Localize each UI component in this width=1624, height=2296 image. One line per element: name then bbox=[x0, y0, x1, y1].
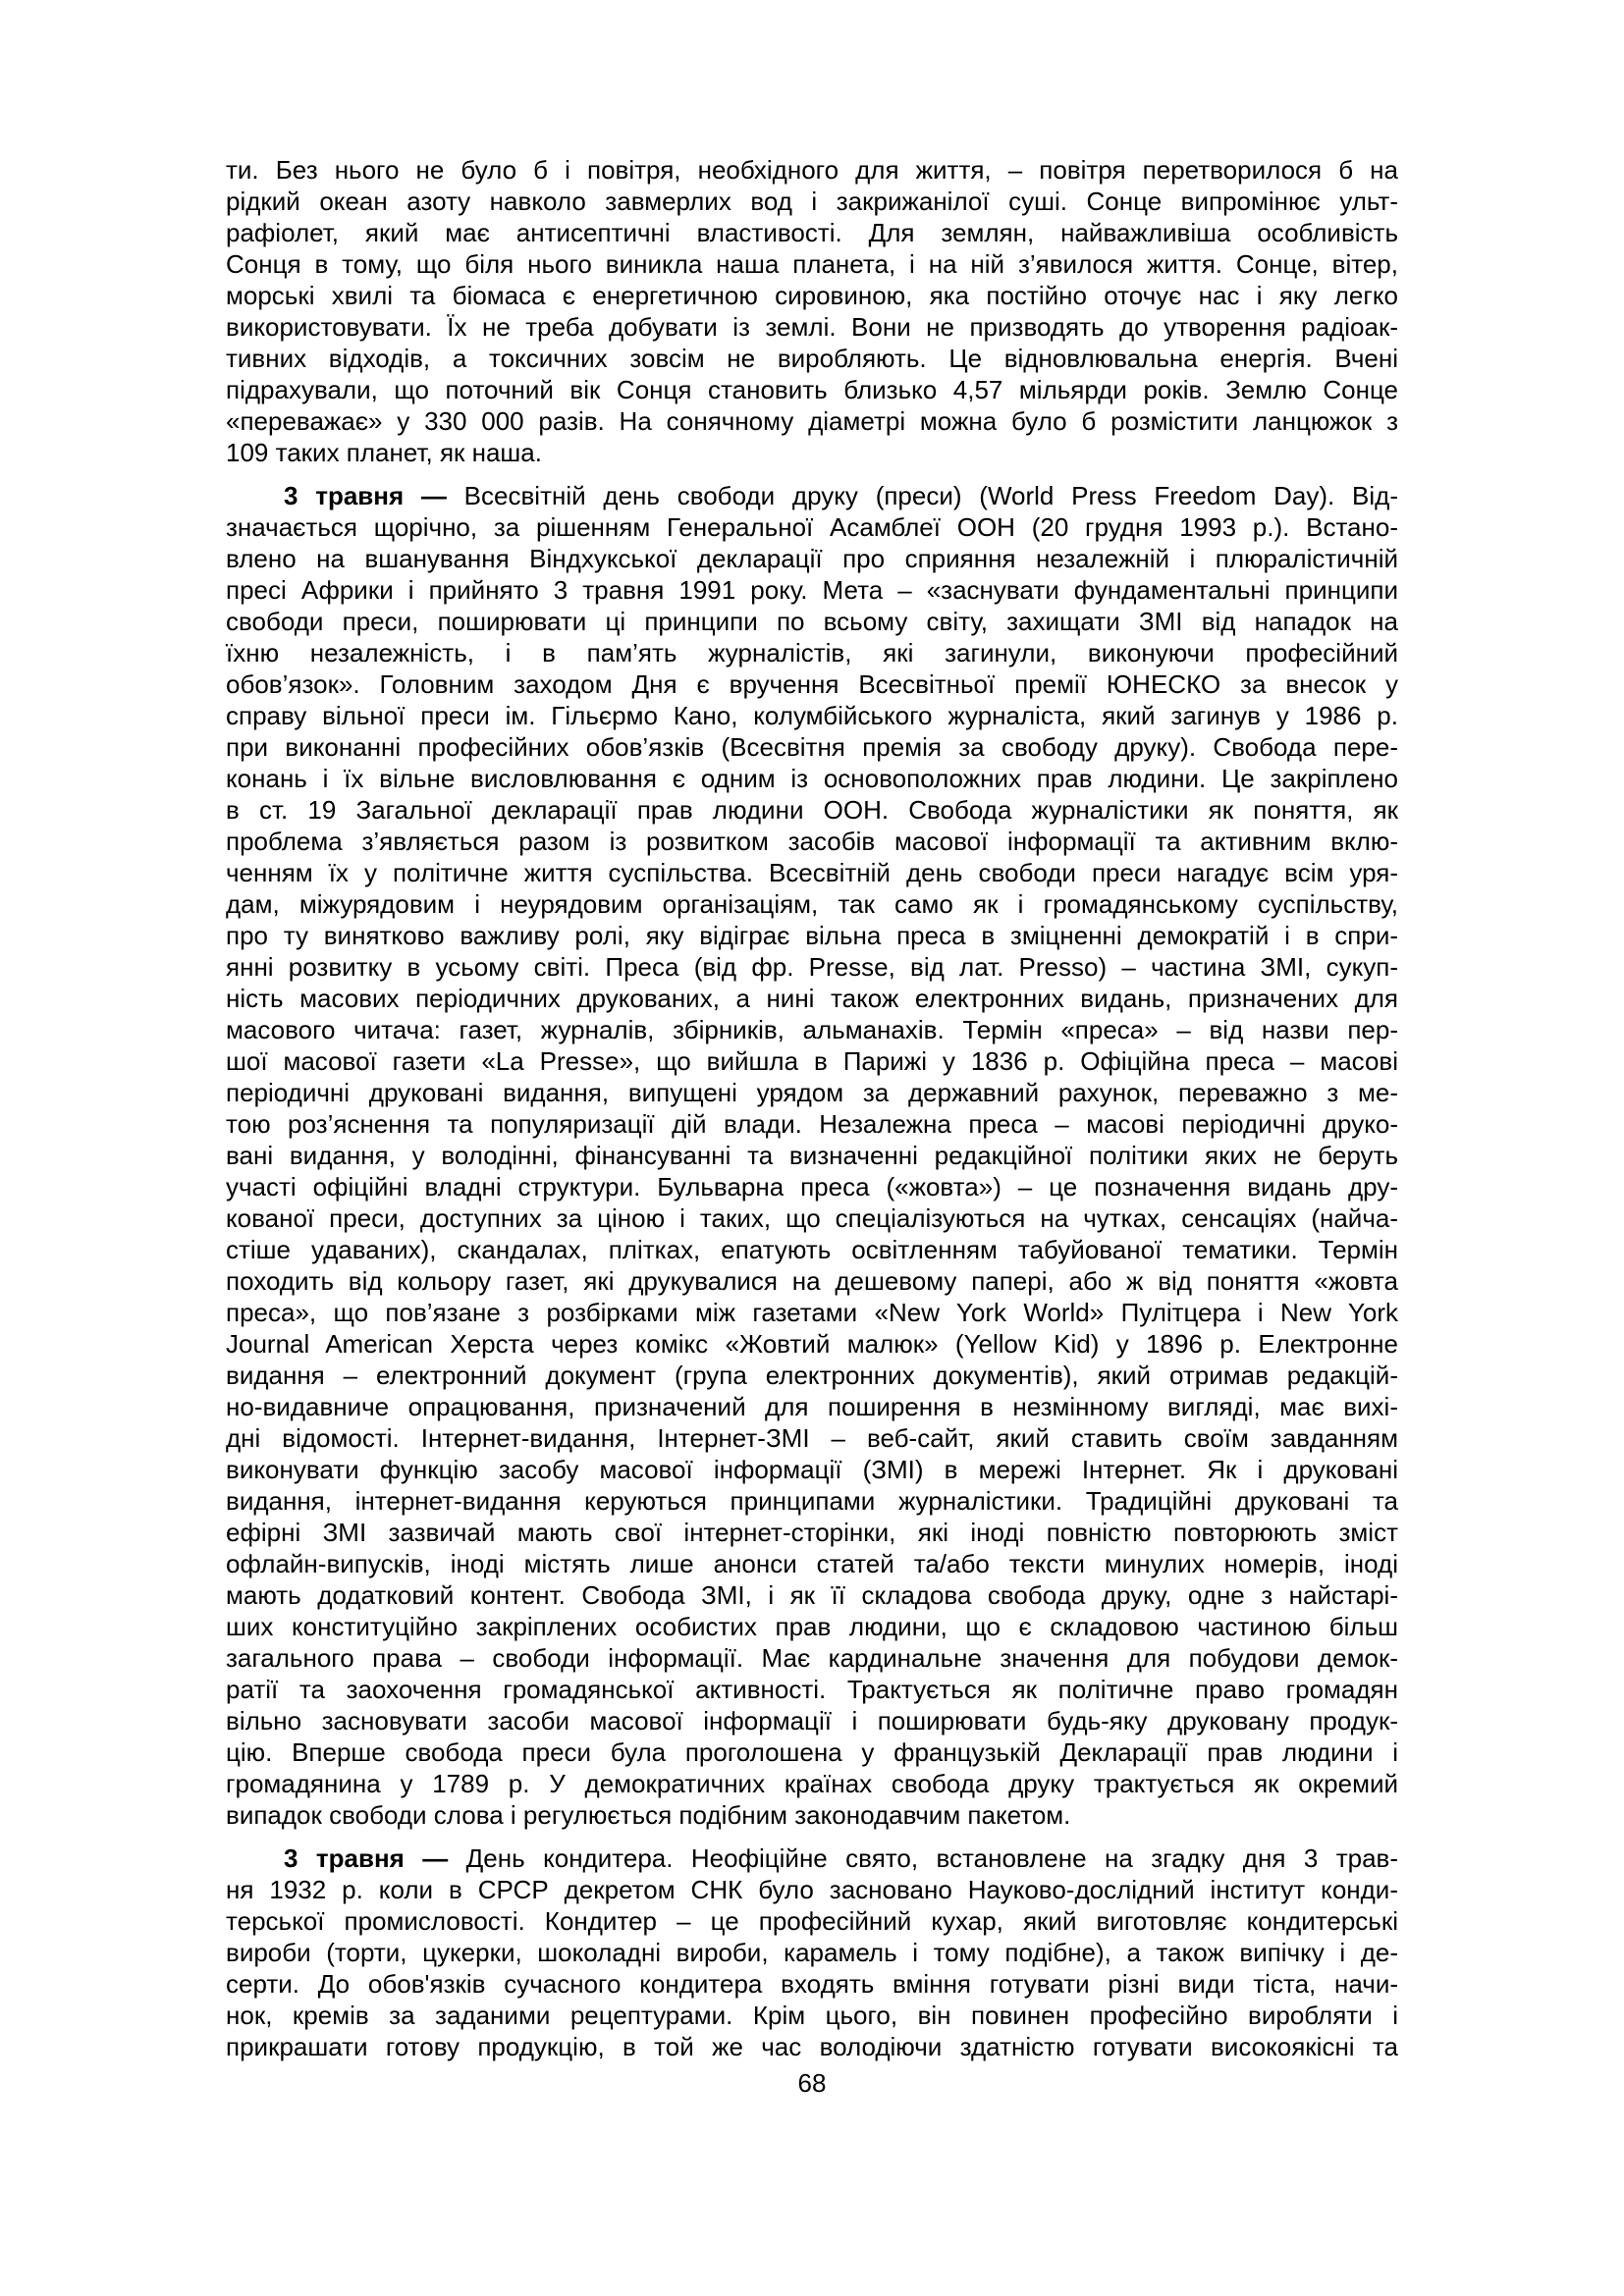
text-line: ченням їх у політичне життя суспільства. Всесвітній день свободи преси нагадує всім уря- bbox=[226, 858, 1398, 887]
text-line: ність масових періодичних друкованих, а нині також електронних видань, призначених для bbox=[226, 984, 1398, 1013]
text-line: но-видавниче опрацювання, призначений для поширення в незмінному вигляді, має вихі- bbox=[226, 1392, 1398, 1421]
text-line: виконувати функцію засобу масової інформації (ЗМІ) в мережі Інтернет. Як і друковані bbox=[226, 1455, 1398, 1484]
text-line: кованої преси, доступних за ціною і таких, що спеціалізуються на чутках, сенсаціях (найча- bbox=[226, 1203, 1398, 1233]
text-line: Сонця в тому, що біля нього виникла наша планета, і на ній з’явилося життя. Сонце, вітер, bbox=[226, 249, 1398, 279]
text-line: влено на вшанування Віндхукської декларації про сприяння незалежній і плюралістичній bbox=[226, 544, 1398, 573]
text-line: шої масової газети «La Presse», що вийшла в Парижі у 1836 р. Офіційна преса – масові bbox=[226, 1046, 1398, 1076]
paragraph-press-freedom-day bbox=[226, 480, 1398, 1831]
date-heading: 3 травня — bbox=[284, 1843, 449, 1873]
text-line: походить від кольору газет, які друкувалися на дешевому папері, або ж від поняття «жовта bbox=[226, 1266, 1398, 1296]
text-line: вані видання, у володінні, фінансуванні та визначенні редакційної політики яких не беруть bbox=[226, 1141, 1398, 1170]
text-line: про ту винятково важливу ролі, яку відіграє вільна преса в зміцненні демократій і в спри- bbox=[226, 921, 1398, 950]
text-line: свободи преси, поширювати ці принципи по всьому світу, захищати ЗМІ від нападок на bbox=[226, 607, 1398, 636]
paragraph-confectioner-day bbox=[226, 1842, 1398, 2062]
text-line: янні розвитку в усьому світі. Преса (від фр. Presse, від лат. Presso) – частина ЗМІ, сукуп- bbox=[226, 952, 1398, 982]
text-line: 3 травня — День кондитера. Неофіційне свято, встановлене на згадку дня 3 трав- bbox=[284, 1843, 1399, 1873]
text-line: значається щорічно, за рішенням Генеральної Асамблеї ООН (20 грудня 1993 р.). Встано- bbox=[226, 512, 1398, 542]
text-line: ратії та заохочення громадянської активності. Трактується як політичне право громадян bbox=[226, 1675, 1398, 1704]
date-heading: 3 травня — bbox=[284, 481, 447, 510]
text-line: масового читача: газет, журналів, збірників, альманахів. Термін «преса» – від назви пер- bbox=[226, 1015, 1398, 1044]
text-line: стіше удаваних), скандалах, плітках, епатують освітленням табуйованої тематики. Термін bbox=[226, 1235, 1398, 1264]
text-line: підрахували, що поточний вік Сонця становить близько 4,57 мільярди років. Землю Сонце bbox=[226, 375, 1398, 404]
text-line: обов’язок». Головним заходом Дня є вручення Всесвітньої премії ЮНЕСКО за внесок у bbox=[226, 669, 1398, 699]
text-line: ня 1932 р. коли в СРСР декретом СНК було засновано Науково-дослідний інститут конди- bbox=[226, 1875, 1398, 1904]
text-line: серти. До обов'язків сучасного кондитера входять вміння готувати різні види тіста, начи- bbox=[226, 1969, 1398, 1999]
text-line: морські хвилі та біомаса є енергетичною сировиною, яка постійно оточує нас і яку легко bbox=[226, 281, 1398, 310]
text-line: 109 таких планет, як наша. bbox=[226, 438, 542, 467]
text-line: ти. Без нього не було б і повітря, необхідного для життя, – повітря перетворилося б на bbox=[226, 155, 1398, 185]
text-line: випадок свободи слова і регулюється подібним законодавчим пакетом. bbox=[226, 1800, 1071, 1830]
paragraph-sun-energy bbox=[226, 154, 1398, 468]
text-line: використовувати. Їх не треба добувати із землі. Вони не призводять до утворення радіоак- bbox=[226, 312, 1398, 342]
text-line: ефірні ЗМІ зазвичай мають свої інтернет-сторінки, які іноді повністю повторюють зміст bbox=[226, 1518, 1398, 1547]
text-line: нок, кремів за заданими рецептурами. Крім цього, він повинен професійно виробляти і bbox=[226, 2001, 1398, 2030]
page-number: 68 bbox=[797, 2068, 827, 2098]
text-line: «переважає» у 330 000 разів. На сонячному діаметрі можна було б розмістити ланцюжок з bbox=[226, 406, 1398, 436]
text-line: терської промисловості. Кондитер – це професійний кухар, який виготовляє кондитерські bbox=[226, 1906, 1398, 1936]
text-line: громадянина у 1789 р. У демократичних країнах свобода друку трактується як окремий bbox=[226, 1769, 1398, 1798]
text-line: рафіолет, який має антисептичні властивості. Для землян, найважливіша особливість bbox=[226, 218, 1398, 247]
text-line: дні відомості. Інтернет-видання, Інтернет-ЗМІ – веб-сайт, який ставить своїм завданням bbox=[226, 1423, 1398, 1453]
text-line: пресі Африки і прийнято 3 травня 1991 року. Мета – «заснувати фундаментальні принципи bbox=[226, 575, 1398, 605]
text-line: при виконанні професійних обов’язків (Всесвітня премія за свободу друку). Свобода пере- bbox=[226, 732, 1398, 762]
text-line: рідкий океан азоту навколо завмерлих вод і закрижанілої суші. Сонце випромінює ульт- bbox=[226, 187, 1398, 216]
text-line: в ст. 19 Загальної декларації прав людини ООН. Свобода журналістики як поняття, як bbox=[226, 795, 1398, 825]
text-line: справу вільної преси ім. Гільєрмо Кано, колумбійського журналіста, який загинув у 1986 р. bbox=[226, 701, 1398, 730]
text-line: загального права – свободи інформації. Має кардинальне значення для побудови демок- bbox=[226, 1643, 1398, 1673]
text-line: вільно засновувати засоби масової інформації і поширювати будь-яку друковану продук- bbox=[226, 1706, 1398, 1735]
text-line: преса», що пов’язане з розбірками між газетами «New York World» Пулітцера і New York bbox=[226, 1298, 1398, 1327]
text-line: періодичні друковані видання, випущені урядом за державний рахунок, переважно з ме- bbox=[226, 1078, 1398, 1107]
text-line: їхню незалежність, і в пам’ять журналістів, які загинули, виконуючи професійний bbox=[226, 638, 1398, 667]
text-line: проблема з’являється разом із розвитком засобів масової інформації та активним вклю- bbox=[226, 827, 1398, 856]
text-line: вироби (торти, цукерки, шоколадні вироби, карамель і тому подібне), а також випічку і де- bbox=[226, 1938, 1398, 1967]
text-line: Journal American Херста через комікс «Жовтий малюк» (Yellow Kid) у 1896 р. Електронне bbox=[226, 1329, 1398, 1359]
text-line: цію. Вперше свобода преси була проголошена у французькій Декларації прав людини і bbox=[226, 1737, 1398, 1767]
text-line: видання, інтернет-видання керуються принципами журналістики. Традиційні друковані та bbox=[226, 1486, 1398, 1516]
text-line: дам, міжурядовим і неурядовим організаціям, так само як і громадянському суспільству, bbox=[226, 889, 1398, 919]
text-line: 3 травня — Всесвітній день свободи друку (преси) (World Press Freedom Day). Від- bbox=[284, 481, 1398, 510]
text-line: тою роз’яснення та популяризації дій влади. Незалежна преса – масові періодичні друко- bbox=[226, 1109, 1398, 1139]
text-line: участі офіційні владні структури. Бульварна преса («жовта») – це позначення видань дру- bbox=[226, 1172, 1398, 1201]
page-text bbox=[226, 154, 1398, 2074]
text-line: видання – електронний документ (група електронних документів), який отримав редакцій- bbox=[226, 1361, 1398, 1390]
text-line: тивних відходів, а токсичних зовсім не виробляють. Це відновлювальна енергія. Вчені bbox=[226, 344, 1398, 373]
text-line: мають додатковий контент. Свобода ЗМІ, і як її складова свобода друку, одне з найстарі- bbox=[226, 1580, 1398, 1610]
text-line: ших конституційно закріплених особистих прав людини, що є складовою частиною більш bbox=[226, 1612, 1398, 1641]
text-line: офлайн-випусків, іноді містять лише анонси статей та/або тексти минулих номерів, іноді bbox=[226, 1549, 1398, 1578]
text-line: конань і їх вільне висловлювання є одним із основоположних прав людини. Це закріплено bbox=[226, 764, 1398, 793]
text-line: прикрашати готову продукцію, в той же час володіючи здатністю готувати високоякісні та bbox=[226, 2032, 1398, 2061]
